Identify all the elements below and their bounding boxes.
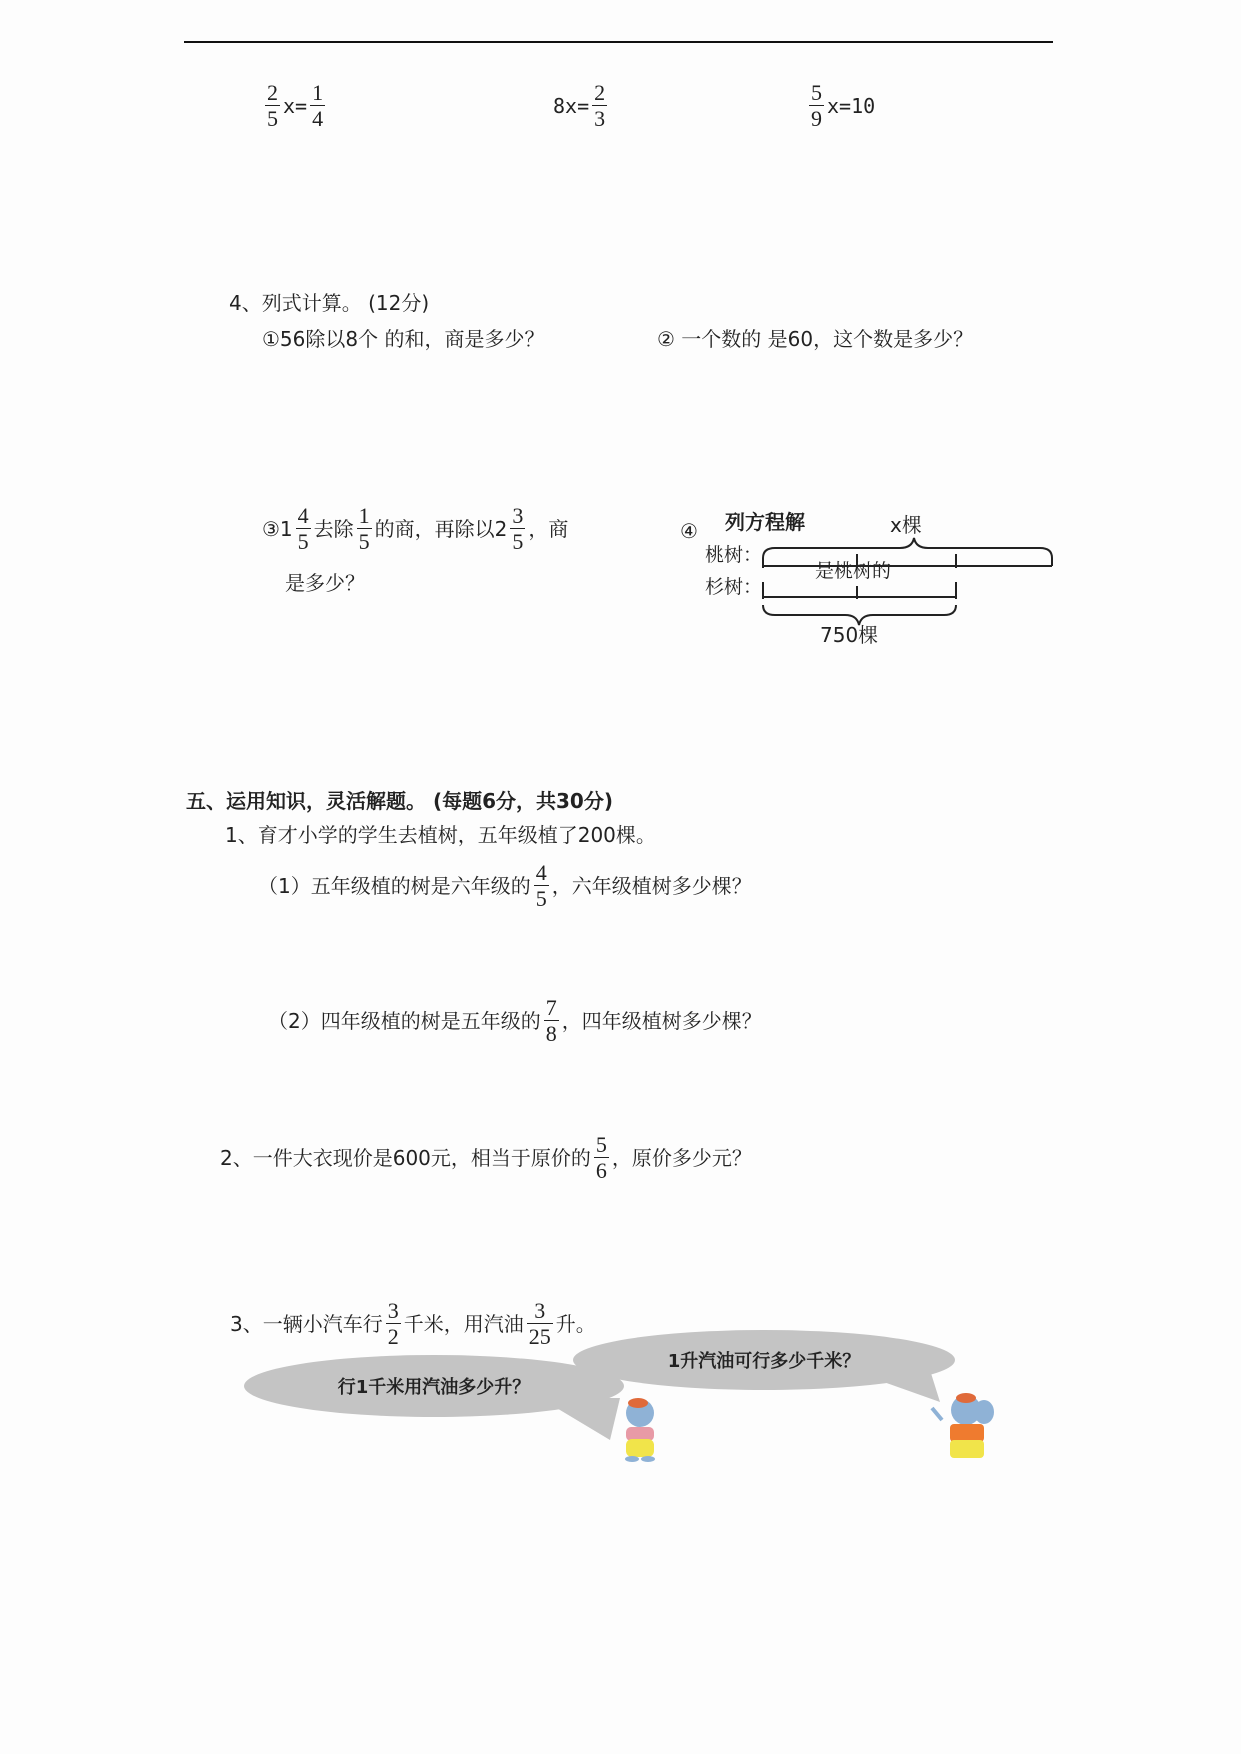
problem-1-sub-2: （2）四年级植的树是五年级的 $\frac{7}{8}$ ，四年级植树多少棵？ <box>268 995 762 1046</box>
header-rule <box>184 41 1053 43</box>
row-label-fir: 杉树： <box>705 576 763 598</box>
question-4-number: ④ <box>680 519 698 543</box>
diagram-top-label: x棵 <box>890 513 922 537</box>
fraction: $\frac{1}{4}$ <box>312 80 324 131</box>
section4-title: 4、列式计算。 (12分) <box>229 291 430 315</box>
speech-bubble-right: 1升汽油可行多少千米？ <box>573 1330 955 1390</box>
cartoon-elephant-right-icon <box>928 1390 1000 1466</box>
speech-bubble-left: 行1千米用汽油多少升？ <box>244 1355 624 1417</box>
problem-1-stem: 1、育才小学的学生去植树，五年级植了200棵。 <box>225 823 656 847</box>
section5-title: 五、运用知识，灵活解题。 (每题6分，共30分) <box>186 789 613 813</box>
problem-1-sub-1: （1）五年级植的树是六年级的 $\frac{4}{5}$ ，六年级植树多少棵？ <box>258 860 752 911</box>
fraction: $\frac{5}{9}$ <box>811 80 822 131</box>
diagram-title: 列方程解 <box>725 510 805 534</box>
diagram-lines <box>680 510 1060 660</box>
equation-3: $\frac{5}{9}$ x = 10 <box>811 80 876 131</box>
fraction: $\frac{2}{3}$ <box>594 80 606 131</box>
question-3: ③1 $\frac{4}{5}$ 去除 $\frac{1}{5}$ 的商，再除以2 $\frac{3}{5}$ ，商 <box>262 503 569 554</box>
question-3-line2: 是多少？ <box>285 571 365 595</box>
line-segment-diagram <box>680 510 1060 660</box>
equation-1: $\frac{2}{5}$ x = $\frac{1}{4}$ <box>267 80 324 131</box>
problem-2: 2、一件大衣现价是600元，相当于原价的 $\frac{5}{6}$ ，原价多少元？ <box>220 1132 752 1183</box>
cartoon-elephant-left-icon <box>612 1395 672 1465</box>
diagram-middle-label: 是桃树的 <box>815 560 892 582</box>
diagram-bottom-label: 750棵 <box>820 623 879 647</box>
problem-3: 3、一辆小汽车行 $\frac{3}{2}$ 千米，用汽油 $\frac{3}{25}$ 升。 <box>230 1298 596 1349</box>
question-2: ② 一个数的 是60，这个数是多少？ <box>657 327 974 351</box>
fraction: $\frac{2}{5}$ <box>267 80 278 131</box>
equation-2: 8 x = $\frac{2}{3}$ <box>553 80 606 131</box>
row-label-peach: 桃树： <box>705 544 763 566</box>
question-1: ①56除以8个 的和，商是多少？ <box>262 327 545 351</box>
